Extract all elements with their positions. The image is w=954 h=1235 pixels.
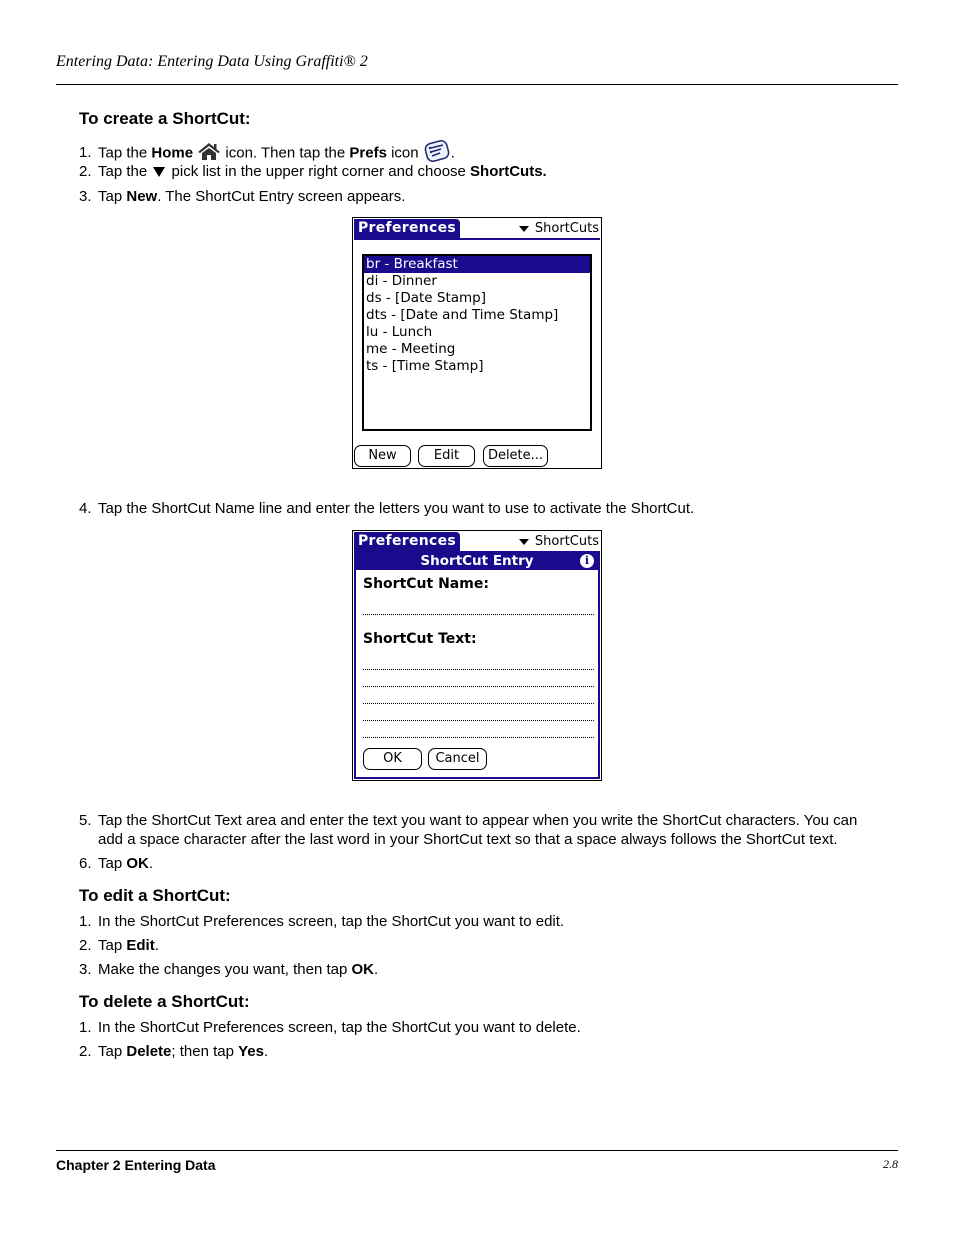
create-step-2	[79, 162, 894, 181]
step-text-continued: add a space character after the last word in your ShortCut text so that a space always follows the ShortCut text.	[98, 831, 838, 848]
new-term: New	[126, 188, 158, 205]
prefs-term: Prefs	[349, 144, 387, 162]
step-text: Tap	[98, 188, 127, 205]
triangle-down-icon	[519, 539, 529, 545]
step-text: .	[450, 144, 455, 162]
step-number: 3.	[79, 188, 92, 205]
step-text: icon. Then tap the	[221, 144, 350, 162]
shortcut-text-label: ShortCut Text:	[363, 631, 477, 647]
list-item[interactable]: lu - Lunch	[366, 324, 433, 340]
entry-dialog	[354, 553, 600, 779]
heading-delete: To delete a ShortCut:	[79, 992, 250, 1011]
header-rule	[56, 84, 898, 85]
step-number: 2.	[79, 1043, 92, 1060]
ok-button[interactable]: OK	[363, 748, 422, 770]
step-text: Tap the ShortCut Text area and enter the text you want to appear when you write the ShortCut characters. You can	[98, 812, 858, 829]
list-item[interactable]: di - Dinner	[366, 273, 437, 289]
footer-rule	[56, 1150, 898, 1151]
edit-step-2	[79, 936, 894, 955]
step-number: 6.	[79, 855, 92, 872]
step-text: .	[154, 937, 159, 954]
ok-term: OK	[351, 961, 374, 978]
shortcut-text-line[interactable]	[363, 686, 594, 687]
running-header: Entering Data: Entering Data Using Graffiti® 2	[56, 53, 368, 70]
delete-term: Delete	[126, 1043, 172, 1060]
new-button[interactable]: New	[354, 445, 411, 467]
step-text: .	[263, 1043, 269, 1060]
step-text: Tap the	[98, 144, 152, 162]
step-text: In the ShortCut Preferences screen, tap the ShortCut you want to delete.	[98, 1019, 581, 1036]
step-number: 1.	[79, 144, 92, 162]
edit-step-3	[79, 960, 894, 979]
list-item[interactable]: ds - [Date Stamp]	[366, 290, 487, 306]
triangle-down-icon	[519, 226, 529, 232]
footer-chapter: Chapter 2 Entering Data	[56, 1157, 216, 1173]
step-text: Tap	[98, 937, 127, 954]
shortcut-entry-screenshot	[352, 530, 602, 781]
list-item[interactable]: br - Breakfast	[364, 256, 590, 273]
step-number: 5.	[79, 812, 92, 829]
step-number: 1.	[79, 913, 92, 930]
edit-button[interactable]: Edit	[418, 445, 475, 467]
create-step-4	[79, 499, 894, 518]
create-step-5	[79, 811, 894, 849]
picker-label: ShortCuts	[534, 221, 599, 236]
step-number: 3.	[79, 961, 92, 978]
shortcut-text-line[interactable]	[363, 720, 594, 721]
create-step-6	[79, 854, 894, 873]
step-text: .	[374, 961, 379, 978]
home-term: Home	[151, 144, 194, 162]
edit-step-1	[79, 912, 894, 931]
shortcut-text-line[interactable]	[363, 737, 594, 738]
picker-label: ShortCuts	[534, 534, 599, 549]
delete-step-1	[79, 1018, 894, 1037]
step-number: 1.	[79, 1019, 92, 1036]
dialog-title: ShortCut Entry	[420, 553, 534, 569]
shortcuts-list-screenshot	[352, 217, 602, 469]
step-text: Tap the	[98, 163, 152, 180]
list-item[interactable]: dts - [Date and Time Stamp]	[366, 307, 559, 323]
step-text: .	[148, 855, 154, 872]
triangle-down-icon	[153, 167, 165, 177]
heading-edit: To edit a ShortCut:	[79, 886, 231, 905]
delete-step-2	[79, 1042, 894, 1061]
dialog-title-bar	[356, 553, 598, 570]
step-text: Make the changes you want, then tap	[98, 961, 352, 978]
step-text: In the ShortCut Preferences screen, tap the ShortCut you want to edit.	[98, 913, 565, 930]
screen-title: Preferences	[354, 532, 460, 551]
step-text: icon	[386, 144, 423, 162]
step-text: pick list in the upper right corner and choose	[167, 163, 471, 180]
step-text: . The ShortCut Entry screen appears.	[157, 188, 406, 205]
shortcuts-term: ShortCuts.	[470, 163, 547, 180]
delete-button[interactable]: Delete...	[483, 445, 548, 467]
category-picker[interactable]	[519, 532, 599, 551]
list-item[interactable]: ts - [Time Stamp]	[366, 358, 484, 374]
shortcut-text-line[interactable]	[363, 703, 594, 704]
info-icon[interactable]: i	[580, 554, 594, 568]
shortcut-text-line[interactable]	[363, 669, 594, 670]
step-text: ; then tap	[171, 1043, 239, 1060]
create-step-3	[79, 187, 894, 206]
ok-term: OK	[126, 855, 149, 872]
shortcut-list[interactable]	[362, 254, 592, 431]
shortcut-name-field[interactable]	[363, 614, 594, 615]
category-picker[interactable]	[519, 219, 599, 238]
edit-term: Edit	[126, 937, 155, 954]
page-number: 2.8	[883, 1157, 898, 1171]
step-text: Tap	[98, 855, 127, 872]
cancel-button[interactable]: Cancel	[428, 748, 487, 770]
step-text: Tap	[98, 1043, 127, 1060]
heading-create: To create a ShortCut:	[79, 109, 251, 128]
yes-term: Yes	[238, 1043, 264, 1060]
title-underline	[354, 238, 600, 240]
step-text: Tap the ShortCut Name line and enter the letters you want to use to activate the ShortCut.	[98, 500, 695, 517]
step-number: 2.	[79, 937, 92, 954]
step-number: 2.	[79, 163, 92, 180]
list-item[interactable]: me - Meeting	[366, 341, 456, 357]
shortcut-name-label: ShortCut Name:	[363, 576, 489, 592]
step-number: 4.	[79, 500, 92, 517]
screen-title: Preferences	[354, 219, 460, 238]
